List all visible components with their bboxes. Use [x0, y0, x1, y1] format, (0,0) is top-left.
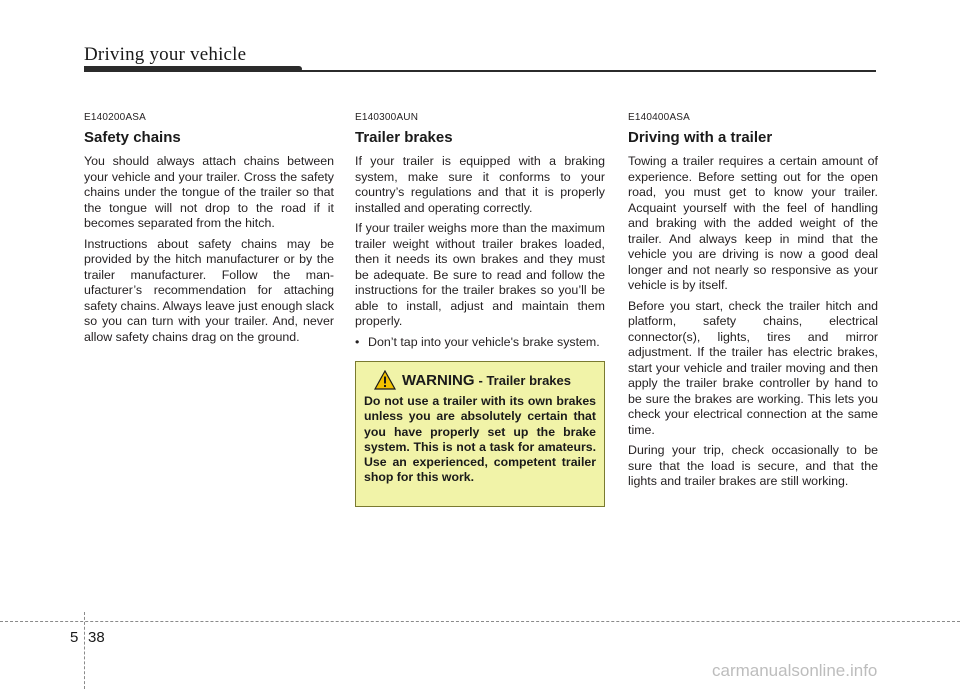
- list-item: [355, 335, 605, 351]
- section-code: E140400ASA: [628, 112, 691, 123]
- paragraph: Before you start, check the trailer hitch and platform, safety chains, electrical connector(s), lights, tires and mirror adjustment. If the trailer has electric brakes, start your vehicle and trailer moving and then apply the trailer brake controller by hand to be sure the brakes are working. This lets you check your electrical connection at the same time.: [628, 298, 878, 437]
- paragraph: During your trip, check occasionally to be sure that the load is secure, and that the lights and trailer brakes are still working.: [628, 443, 878, 488]
- bullet-icon: •: [355, 334, 360, 349]
- warning-header: [364, 370, 596, 390]
- bullet-list: [355, 335, 605, 351]
- watermark: carmanualsonline.info: [712, 661, 878, 680]
- paragraph: Towing a trailer requires a certain amount of experience. Before setting out for the open road, you must get to know your trailer. Acquaint yourself with the feel of handling and braking with the added weight of the trailer. And always keep in mind that the vehicle you are driving is now a good deal longer and not nearly so responsive as your vehicle is by itself.: [628, 154, 878, 292]
- trailer-brakes-section: [355, 112, 605, 350]
- chapter-number: 5: [70, 629, 79, 646]
- list-item-text: Don’t tap into your vehicle's brake system.: [368, 334, 600, 349]
- header-bar: [84, 66, 302, 72]
- safety-chains-section: [84, 112, 334, 350]
- section-code: E140300AUN: [355, 112, 419, 123]
- paragraph: If your trailer is equipped with a braking system, make sure it conforms to your country’s regulations and that it is properly installed and operating correctly.: [355, 154, 605, 215]
- paragraph: You should always attach chains between your vehicle and your trailer. Cross the safety chains under the tongue of the trailer so that the tongue will not drop to the road if it becomes separated from the hitch.: [84, 154, 334, 230]
- warning-title: WARNING: [402, 371, 475, 389]
- warning-triangle-icon: [374, 370, 396, 390]
- section-heading: Trailer brakes: [355, 129, 453, 146]
- footer-rule: [0, 621, 960, 622]
- page-header-title: Driving your vehicle: [84, 44, 247, 65]
- warning-box: [355, 361, 605, 507]
- paragraph: If your trailer weighs more than the maximum trailer weight without trailer brakes loaded, then it needs its own brakes and they must be adequate. Be sure to read and follow the instructions for the trailer brakes so you’ll be able to install, adjust and maintain them properly.: [355, 221, 605, 328]
- section-code: E140200ASA: [84, 112, 147, 123]
- driving-with-trailer-section: [628, 112, 878, 495]
- page-number: 38: [88, 629, 105, 646]
- footer-divider: [84, 612, 85, 689]
- section-heading: Safety chains: [84, 129, 181, 146]
- warning-subtitle: - Trailer brakes: [478, 372, 571, 388]
- warning-text: Do not use a trailer with its own brakes unless you are absolutely certain that you have properly set up the brake system. This is not a task for amateurs. Use an experienced, competent trailer shop for this work.: [364, 394, 596, 485]
- paragraph: Instructions about safety chains may be provided by the hitch manufacturer or by the trailer manufacturer. Follow the manufacturer’s recommendation for attaching safety chains. Always leave just enough slack so you can turn with your trailer. And, never allow safety chains drag on the ground.: [84, 236, 335, 344]
- section-heading: Driving with a trailer: [628, 129, 773, 146]
